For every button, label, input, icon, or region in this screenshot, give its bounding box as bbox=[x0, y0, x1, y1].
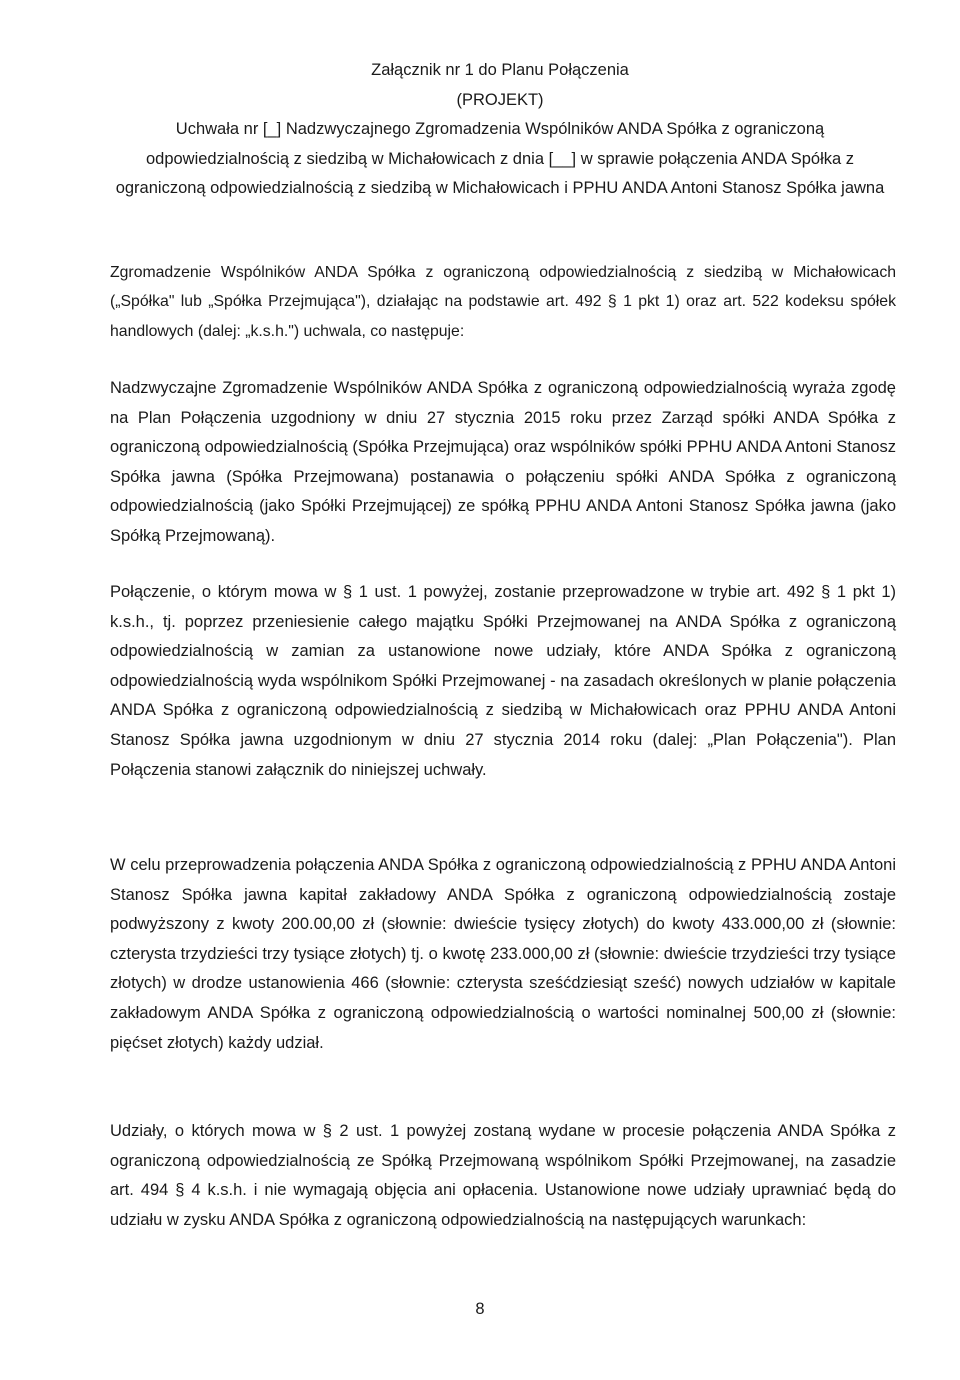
attachment-title: Załącznik nr 1 do Planu Połączenia bbox=[371, 61, 629, 79]
resolution-title: Uchwała nr [_] Nadzwyczajnego Zgromadzenia Wspólników ANDA Spółka z ograniczoną odpowiedzialnością z siedzibą w Michałowicach z dnia [__] w sprawie połączenia ANDA Spółka z ograniczoną odpowiedzialnością z siedzibą w Michałowicach i PPHU ANDA Antoni Stanosz Spółka jawna bbox=[115, 120, 885, 197]
project-label: (PROJEKT) bbox=[456, 90, 544, 109]
intro-paragraph: Zgromadzenie Wspólników ANDA Spółka z ograniczoną odpowiedzialnością z siedzibą w Michałowicach („Spółka" lub „Spółka Przejmująca"), działając na podstawie art. 492 § 1 pkt 1) oraz art. 522 kodeksu spółek handlowych (dalej: „k.s.h.") uchwala, co następuje: bbox=[110, 264, 896, 340]
document-header bbox=[110, 56, 890, 204]
section-2-paragraph: Połączenie, o którym mowa w § 1 ust. 1 powyżej, zostanie przeprowadzone w trybie art. 492 § 1 pkt 1) k.s.h., tj. poprzez przeniesienie całego majątku Spółki Przejmowanej na ANDA Spółka z ograniczoną odpowiedzialnością w zamian za ustanowione nowe udziały, które ANDA Spółka z ograniczoną odpowiedzialnością wyda wspólnikom Spółki Przejmowanej - na zasadach określonych w planie połączenia ANDA Spółka z ograniczoną odpowiedzialnością z siedzibą w Michałowicach oraz PPHU ANDA Antoni Stanosz Spółka jawna uzgodnionym w dniu 27 stycznia 2014 roku (dalej: „Plan Połączenia"). Plan Połączenia stanowi załącznik do niniejszej uchwały. bbox=[110, 583, 896, 779]
section-4-paragraph: Udziały, o których mowa w § 2 ust. 1 powyżej zostaną wydane w procesie połączenia ANDA Spółka z ograniczoną odpowiedzialnością ze Spółką Przejmowaną wspólnikom Spółki Przejmowanej, na zasadzie art. 494 § 4 k.s.h. i nie wymagają objęcia ani opłacenia. Ustanowione nowe udziały uprawniać będą do udziału w zysku ANDA Spółka z ograniczoną odpowiedzialnością na następujących warunkach: bbox=[110, 1122, 896, 1229]
page-number: 8 bbox=[475, 1300, 485, 1318]
section-1-paragraph: Nadzwyczajne Zgromadzenie Wspólników ANDA Spółka z ograniczoną odpowiedzialnością wyraża zgodę na Plan Połączenia uzgodniony w dniu 27 stycznia 2015 roku przez Zarząd spółki ANDA Spółka z ograniczoną odpowiedzialnością (Spółka Przejmująca) oraz wspólników spółki PPHU ANDA Antoni Stanosz Spółka jawna (Spółka Przejmowana) postanawia o połączeniu spółki ANDA Spółka z ograniczoną odpowiedzialnością (jako Spółki Przejmującej) ze spółką PPHU ANDA Antoni Stanosz Spółka jawna (jako Spółką Przejmowaną). bbox=[110, 379, 896, 545]
section-3-paragraph: W celu przeprowadzenia połączenia ANDA Spółka z ograniczoną odpowiedzialnością z PPHU ANDA Antoni Stanosz Spółka jawna kapitał zakładowy ANDA Spółka z ograniczoną odpowiedzialnością zostaje podwyższony z kwoty 200.00,00 zł (słownie: dwieście tysięcy złotych) do kwoty 433.000,00 zł (słownie: czterysta trzydzieści trzy tysiące złotych) tj. o kwotę 233.000,00 zł (słownie: dwieście trzydzieści trzy tysiące złotych) w drodze ustanowienia 466 (słownie: czterysta sześćdziesiąt sześć) nowych udziałów w kapitale zakładowym ANDA Spółka z ograniczoną odpowiedzialnością o wartości nominalnej 500,00 zł (słownie: pięćset złotych) każdy udział. bbox=[110, 856, 896, 1052]
